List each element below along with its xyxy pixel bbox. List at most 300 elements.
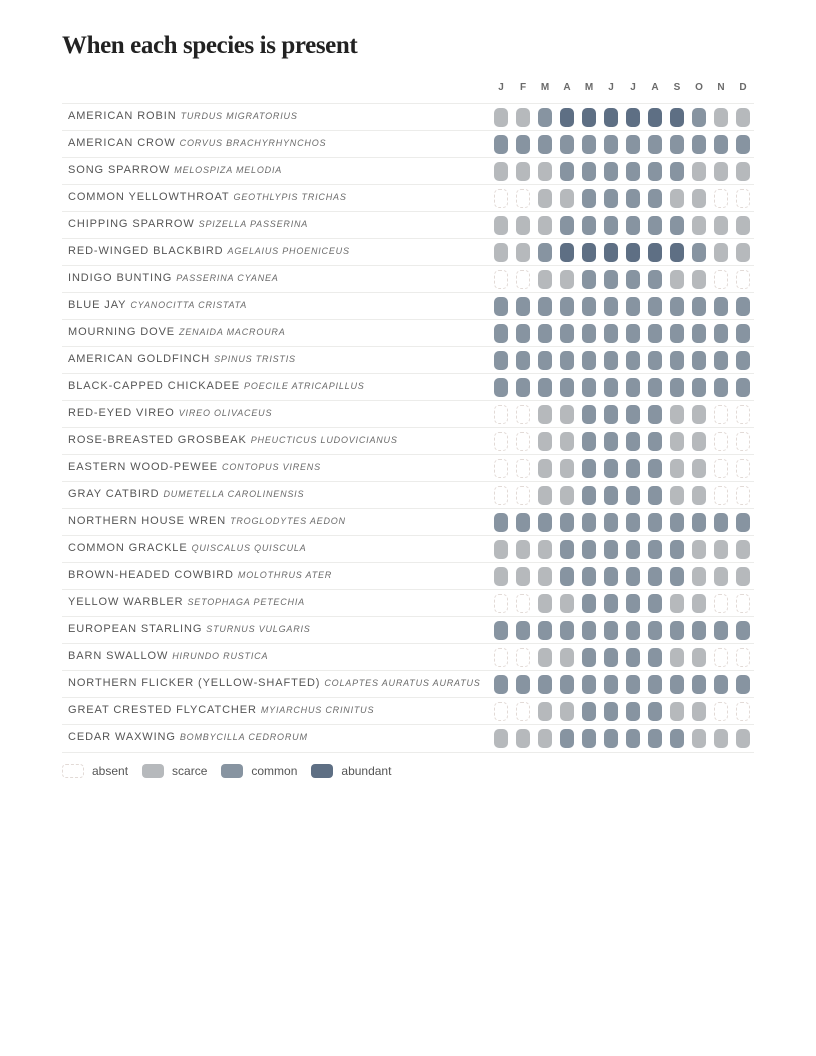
presence-cell-scarce bbox=[670, 432, 684, 451]
presence-cell-abundant bbox=[626, 243, 640, 262]
presence-cell-common bbox=[582, 648, 596, 667]
species-label bbox=[68, 299, 247, 311]
presence-cell-absent bbox=[516, 405, 530, 424]
presence-cell-common bbox=[648, 648, 662, 667]
presence-cell-common bbox=[604, 378, 618, 397]
legend-swatch-abundant bbox=[311, 764, 333, 778]
presence-cell-common bbox=[626, 432, 640, 451]
species-common-name: ROSE-BREASTED GROSBEAK bbox=[68, 434, 247, 446]
presence-cell-common bbox=[560, 216, 574, 235]
presence-cell-common bbox=[516, 378, 530, 397]
presence-cell-scarce bbox=[736, 162, 750, 181]
presence-cell-absent bbox=[494, 270, 508, 289]
species-common-name: CEDAR WAXWING bbox=[68, 731, 176, 743]
species-scientific-name: CORVUS BRACHYRHYNCHOS bbox=[179, 138, 327, 148]
presence-cell-scarce bbox=[670, 702, 684, 721]
species-row bbox=[62, 697, 754, 725]
presence-cell-scarce bbox=[736, 108, 750, 127]
presence-cell-scarce bbox=[560, 702, 574, 721]
presence-cell-common bbox=[604, 162, 618, 181]
presence-cell-common bbox=[582, 405, 596, 424]
presence-cell-common bbox=[670, 540, 684, 559]
presence-cell-scarce bbox=[538, 729, 552, 748]
presence-cell-common bbox=[604, 702, 618, 721]
presence-cell-common bbox=[714, 135, 728, 154]
presence-cell-common bbox=[670, 729, 684, 748]
presence-cell-common bbox=[582, 513, 596, 532]
presence-cell-common bbox=[604, 621, 618, 640]
presence-cell-scarce bbox=[560, 648, 574, 667]
presence-cell-absent bbox=[714, 486, 728, 505]
presence-cell-absent bbox=[736, 594, 750, 613]
presence-cell-common bbox=[538, 135, 552, 154]
species-row bbox=[62, 130, 754, 158]
presence-cell-abundant bbox=[648, 108, 662, 127]
presence-cell-absent bbox=[494, 486, 508, 505]
presence-cell-scarce bbox=[538, 594, 552, 613]
presence-cell-absent bbox=[494, 432, 508, 451]
presence-cell-scarce bbox=[714, 729, 728, 748]
presence-cell-scarce bbox=[692, 162, 706, 181]
presence-cell-common bbox=[670, 135, 684, 154]
presence-cell-absent bbox=[516, 702, 530, 721]
month-header: J bbox=[608, 82, 614, 93]
species-scientific-name: SETOPHAGA PETECHIA bbox=[187, 597, 305, 607]
species-scientific-name: PHEUCTICUS LUDOVICIANUS bbox=[250, 435, 398, 445]
month-header: J bbox=[630, 82, 636, 93]
species-row bbox=[62, 427, 754, 455]
species-label bbox=[68, 245, 350, 257]
presence-cell-common bbox=[736, 675, 750, 694]
species-row bbox=[62, 454, 754, 482]
presence-cell-common bbox=[714, 324, 728, 343]
presence-cell-scarce bbox=[538, 270, 552, 289]
presence-cell-common bbox=[626, 459, 640, 478]
presence-cell-common bbox=[736, 297, 750, 316]
presence-cell-common bbox=[648, 567, 662, 586]
presence-cell-common bbox=[626, 135, 640, 154]
presence-cell-abundant bbox=[582, 243, 596, 262]
presence-cell-common bbox=[560, 324, 574, 343]
presence-cell-common bbox=[582, 378, 596, 397]
presence-cell-absent bbox=[494, 459, 508, 478]
month-header: A bbox=[651, 82, 659, 93]
presence-cell-common bbox=[604, 486, 618, 505]
species-label bbox=[68, 137, 326, 149]
presence-cell-scarce bbox=[494, 567, 508, 586]
presence-cell-common bbox=[604, 513, 618, 532]
presence-cell-common bbox=[516, 324, 530, 343]
presence-cell-common bbox=[626, 162, 640, 181]
presence-cell-scarce bbox=[670, 648, 684, 667]
presence-cell-absent bbox=[494, 189, 508, 208]
species-common-name: COMMON YELLOWTHROAT bbox=[68, 191, 230, 203]
species-common-name: RED-EYED VIREO bbox=[68, 407, 175, 419]
species-label bbox=[68, 218, 308, 230]
species-common-name: AMERICAN ROBIN bbox=[68, 110, 177, 122]
species-row bbox=[62, 724, 754, 753]
presence-cell-common bbox=[604, 297, 618, 316]
presence-cell-common bbox=[494, 324, 508, 343]
month-header: M bbox=[540, 82, 550, 93]
presence-cell-absent bbox=[516, 432, 530, 451]
presence-cell-common bbox=[538, 675, 552, 694]
presence-cell-abundant bbox=[670, 243, 684, 262]
presence-cell-scarce bbox=[692, 405, 706, 424]
presence-cell-absent bbox=[736, 702, 750, 721]
presence-cell-common bbox=[582, 216, 596, 235]
presence-cell-common bbox=[648, 459, 662, 478]
species-scientific-name: COLAPTES AURATUS AURATUS bbox=[324, 678, 481, 688]
legend-label-abundant: abundant bbox=[341, 764, 392, 778]
presence-cell-scarce bbox=[692, 540, 706, 559]
species-label bbox=[68, 380, 365, 392]
presence-cell-common bbox=[714, 675, 728, 694]
presence-cell-common bbox=[582, 540, 596, 559]
species-label bbox=[68, 596, 305, 608]
presence-cell-scarce bbox=[692, 594, 706, 613]
presence-cell-common bbox=[560, 729, 574, 748]
presence-cell-scarce bbox=[538, 405, 552, 424]
presence-cell-absent bbox=[736, 405, 750, 424]
species-common-name: NORTHERN HOUSE WREN bbox=[68, 515, 227, 527]
species-row bbox=[62, 346, 754, 374]
presence-cell-absent bbox=[736, 648, 750, 667]
presence-cell-scarce bbox=[560, 405, 574, 424]
presence-cell-common bbox=[648, 189, 662, 208]
species-row bbox=[62, 265, 754, 293]
presence-cell-scarce bbox=[516, 216, 530, 235]
presence-cell-scarce bbox=[538, 648, 552, 667]
presence-cell-common bbox=[582, 567, 596, 586]
presence-cell-scarce bbox=[516, 567, 530, 586]
presence-cell-scarce bbox=[670, 486, 684, 505]
presence-cell-common bbox=[604, 594, 618, 613]
presence-cell-common bbox=[538, 243, 552, 262]
presence-cell-scarce bbox=[692, 702, 706, 721]
presence-cell-absent bbox=[516, 594, 530, 613]
presence-cell-common bbox=[736, 621, 750, 640]
presence-cell-common bbox=[516, 135, 530, 154]
presence-cell-scarce bbox=[714, 540, 728, 559]
species-label bbox=[68, 434, 398, 446]
presence-cell-absent bbox=[714, 270, 728, 289]
species-row bbox=[62, 643, 754, 671]
presence-cell-common bbox=[692, 513, 706, 532]
presence-cell-common bbox=[648, 486, 662, 505]
presence-cell-absent bbox=[516, 486, 530, 505]
presence-cell-common bbox=[538, 108, 552, 127]
species-row bbox=[62, 184, 754, 212]
presence-cell-common bbox=[604, 324, 618, 343]
presence-cell-scarce bbox=[670, 594, 684, 613]
presence-cell-scarce bbox=[538, 432, 552, 451]
species-label bbox=[68, 704, 374, 716]
presence-cell-common bbox=[670, 324, 684, 343]
species-common-name: BARN SWALLOW bbox=[68, 650, 169, 662]
presence-cell-scarce bbox=[560, 459, 574, 478]
presence-cell-common bbox=[692, 621, 706, 640]
presence-cell-common bbox=[670, 216, 684, 235]
species-scientific-name: HIRUNDO RUSTICA bbox=[172, 651, 269, 661]
presence-cell-common bbox=[494, 621, 508, 640]
presence-cell-common bbox=[560, 135, 574, 154]
presence-cell-common bbox=[670, 513, 684, 532]
species-row bbox=[62, 589, 754, 617]
presence-cell-scarce bbox=[692, 270, 706, 289]
presence-cell-common bbox=[582, 297, 596, 316]
presence-cell-scarce bbox=[692, 189, 706, 208]
presence-cell-common bbox=[648, 324, 662, 343]
presence-cell-common bbox=[626, 675, 640, 694]
presence-cell-absent bbox=[516, 648, 530, 667]
month-header: J bbox=[498, 82, 504, 93]
presence-cell-common bbox=[648, 513, 662, 532]
presence-cell-common bbox=[626, 621, 640, 640]
presence-cell-common bbox=[604, 459, 618, 478]
presence-cell-common bbox=[582, 702, 596, 721]
presence-cell-scarce bbox=[494, 162, 508, 181]
species-common-name: MOURNING DOVE bbox=[68, 326, 176, 338]
presence-cell-scarce bbox=[538, 540, 552, 559]
presence-cell-common bbox=[670, 162, 684, 181]
presence-cell-common bbox=[626, 486, 640, 505]
presence-cell-scarce bbox=[494, 108, 508, 127]
presence-cell-scarce bbox=[670, 270, 684, 289]
presence-cell-common bbox=[494, 297, 508, 316]
presence-cell-abundant bbox=[670, 108, 684, 127]
presence-cell-absent bbox=[494, 405, 508, 424]
presence-cell-scarce bbox=[494, 216, 508, 235]
species-row bbox=[62, 535, 754, 563]
presence-cell-scarce bbox=[714, 108, 728, 127]
species-scientific-name: TURDUS MIGRATORIUS bbox=[180, 111, 298, 121]
presence-cell-common bbox=[692, 108, 706, 127]
species-row bbox=[62, 157, 754, 185]
species-common-name: BROWN-HEADED COWBIRD bbox=[68, 569, 234, 581]
species-scientific-name: SPIZELLA PASSERINA bbox=[198, 219, 309, 229]
presence-cell-common bbox=[604, 540, 618, 559]
presence-cell-common bbox=[516, 351, 530, 370]
presence-cell-common bbox=[670, 351, 684, 370]
species-label bbox=[68, 326, 286, 338]
presence-cell-common bbox=[626, 648, 640, 667]
presence-cell-common bbox=[648, 594, 662, 613]
presence-cell-common bbox=[714, 621, 728, 640]
presence-cell-common bbox=[648, 378, 662, 397]
species-label bbox=[68, 461, 321, 473]
presence-cell-scarce bbox=[538, 459, 552, 478]
presence-cell-common bbox=[516, 297, 530, 316]
presence-cell-common bbox=[670, 567, 684, 586]
species-common-name: BLACK-CAPPED CHICKADEE bbox=[68, 380, 241, 392]
presence-cell-common bbox=[648, 675, 662, 694]
presence-cell-absent bbox=[736, 459, 750, 478]
presence-cell-common bbox=[582, 675, 596, 694]
presence-cell-abundant bbox=[648, 243, 662, 262]
species-common-name: GRAY CATBIRD bbox=[68, 488, 160, 500]
presence-cell-common bbox=[648, 135, 662, 154]
presence-cell-absent bbox=[516, 270, 530, 289]
presence-cell-common bbox=[560, 675, 574, 694]
presence-cell-scarce bbox=[538, 162, 552, 181]
presence-cell-scarce bbox=[692, 648, 706, 667]
presence-cell-common bbox=[670, 675, 684, 694]
species-label bbox=[68, 515, 346, 527]
presence-cell-common bbox=[648, 702, 662, 721]
species-row bbox=[62, 373, 754, 401]
presence-cell-scarce bbox=[670, 189, 684, 208]
presence-cell-absent bbox=[516, 189, 530, 208]
presence-cell-absent bbox=[494, 648, 508, 667]
presence-cell-scarce bbox=[692, 567, 706, 586]
presence-cell-common bbox=[692, 378, 706, 397]
presence-cell-scarce bbox=[692, 432, 706, 451]
legend-swatch-scarce bbox=[142, 764, 164, 778]
presence-cell-common bbox=[692, 243, 706, 262]
presence-cell-abundant bbox=[560, 243, 574, 262]
presence-cell-common bbox=[626, 729, 640, 748]
presence-cell-common bbox=[626, 270, 640, 289]
species-label bbox=[68, 272, 279, 284]
presence-cell-common bbox=[516, 621, 530, 640]
presence-cell-common bbox=[604, 567, 618, 586]
presence-cell-common bbox=[648, 432, 662, 451]
legend-label-absent: absent bbox=[92, 764, 129, 778]
species-row bbox=[62, 292, 754, 320]
presence-cell-common bbox=[714, 351, 728, 370]
presence-cell-common bbox=[538, 513, 552, 532]
presence-cell-scarce bbox=[736, 567, 750, 586]
species-scientific-name: MELOSPIZA MELODIA bbox=[174, 165, 283, 175]
presence-cell-common bbox=[538, 621, 552, 640]
presence-cell-scarce bbox=[560, 189, 574, 208]
presence-cell-common bbox=[582, 594, 596, 613]
presence-cell-scarce bbox=[670, 405, 684, 424]
presence-cell-scarce bbox=[670, 459, 684, 478]
presence-cell-common bbox=[714, 378, 728, 397]
presence-cell-common bbox=[494, 135, 508, 154]
species-scientific-name: CYANOCITTA CRISTATA bbox=[130, 300, 248, 310]
species-row bbox=[62, 319, 754, 347]
presence-cell-scarce bbox=[714, 243, 728, 262]
presence-cell-common bbox=[648, 297, 662, 316]
species-label bbox=[68, 407, 272, 419]
month-header: O bbox=[695, 82, 703, 93]
presence-cell-common bbox=[560, 540, 574, 559]
presence-cell-common bbox=[736, 135, 750, 154]
species-label bbox=[68, 110, 298, 122]
presence-cell-common bbox=[626, 540, 640, 559]
presence-cell-scarce bbox=[560, 486, 574, 505]
presence-cell-common bbox=[626, 378, 640, 397]
presence-cell-common bbox=[560, 297, 574, 316]
species-label bbox=[68, 623, 311, 635]
species-common-name: COMMON GRACKLE bbox=[68, 542, 188, 554]
presence-cell-absent bbox=[736, 432, 750, 451]
presence-cell-common bbox=[626, 189, 640, 208]
chart-title: When each species is present bbox=[62, 32, 358, 59]
legend bbox=[62, 763, 405, 779]
presence-cell-absent bbox=[714, 594, 728, 613]
presence-cell-common bbox=[538, 378, 552, 397]
species-label bbox=[68, 542, 307, 554]
species-scientific-name: GEOTHLYPIS TRICHAS bbox=[233, 192, 347, 202]
species-common-name: AMERICAN CROW bbox=[68, 137, 176, 149]
presence-cell-scarce bbox=[494, 243, 508, 262]
presence-cell-common bbox=[604, 405, 618, 424]
presence-cell-common bbox=[648, 621, 662, 640]
species-scientific-name: DUMETELLA CAROLINENSIS bbox=[163, 489, 305, 499]
presence-cell-scarce bbox=[538, 216, 552, 235]
presence-cell-absent bbox=[714, 189, 728, 208]
species-common-name: INDIGO BUNTING bbox=[68, 272, 173, 284]
species-label bbox=[68, 731, 308, 743]
presence-cell-common bbox=[648, 270, 662, 289]
month-header: S bbox=[673, 82, 681, 93]
presence-cell-common bbox=[604, 432, 618, 451]
presence-cell-scarce bbox=[560, 432, 574, 451]
presence-cell-scarce bbox=[692, 729, 706, 748]
presence-cell-abundant bbox=[604, 243, 618, 262]
presence-cell-common bbox=[538, 324, 552, 343]
species-common-name: EUROPEAN STARLING bbox=[68, 623, 203, 635]
presence-cell-common bbox=[582, 324, 596, 343]
presence-cell-common bbox=[604, 351, 618, 370]
species-row bbox=[62, 211, 754, 239]
presence-cell-common bbox=[736, 324, 750, 343]
species-label bbox=[68, 164, 282, 176]
presence-cell-common bbox=[560, 351, 574, 370]
presence-cell-abundant bbox=[560, 108, 574, 127]
presence-cell-common bbox=[626, 324, 640, 343]
presence-cell-scarce bbox=[516, 729, 530, 748]
species-common-name: AMERICAN GOLDFINCH bbox=[68, 353, 211, 365]
presence-cell-absent bbox=[736, 486, 750, 505]
presence-cell-common bbox=[560, 378, 574, 397]
presence-cell-scarce bbox=[736, 729, 750, 748]
presence-cell-common bbox=[582, 432, 596, 451]
presence-cell-common bbox=[626, 567, 640, 586]
species-scientific-name: BOMBYCILLA CEDRORUM bbox=[179, 732, 308, 742]
presence-cell-absent bbox=[714, 648, 728, 667]
presence-cell-scarce bbox=[736, 216, 750, 235]
presence-cell-common bbox=[714, 513, 728, 532]
presence-cell-abundant bbox=[626, 108, 640, 127]
species-scientific-name: MOLOTHRUS ATER bbox=[237, 570, 333, 580]
presence-cell-scarce bbox=[516, 162, 530, 181]
legend-label-common: common bbox=[251, 764, 298, 778]
presence-cell-common bbox=[670, 378, 684, 397]
species-common-name: GREAT CRESTED FLYCATCHER bbox=[68, 704, 257, 716]
presence-cell-common bbox=[582, 729, 596, 748]
presence-cell-scarce bbox=[494, 540, 508, 559]
species-scientific-name: SPINUS TRISTIS bbox=[214, 354, 296, 364]
presence-cell-common bbox=[494, 513, 508, 532]
species-scientific-name: PASSERINA CYANEA bbox=[176, 273, 279, 283]
presence-cell-scarce bbox=[494, 729, 508, 748]
species-scientific-name: POECILE ATRICAPILLUS bbox=[244, 381, 365, 391]
presence-cell-absent bbox=[736, 270, 750, 289]
presence-cell-common bbox=[582, 270, 596, 289]
presence-cell-common bbox=[714, 297, 728, 316]
presence-cell-common bbox=[516, 513, 530, 532]
presence-cell-common bbox=[538, 351, 552, 370]
presence-cell-common bbox=[582, 486, 596, 505]
presence-cell-common bbox=[604, 135, 618, 154]
presence-cell-absent bbox=[494, 702, 508, 721]
presence-cell-scarce bbox=[538, 567, 552, 586]
